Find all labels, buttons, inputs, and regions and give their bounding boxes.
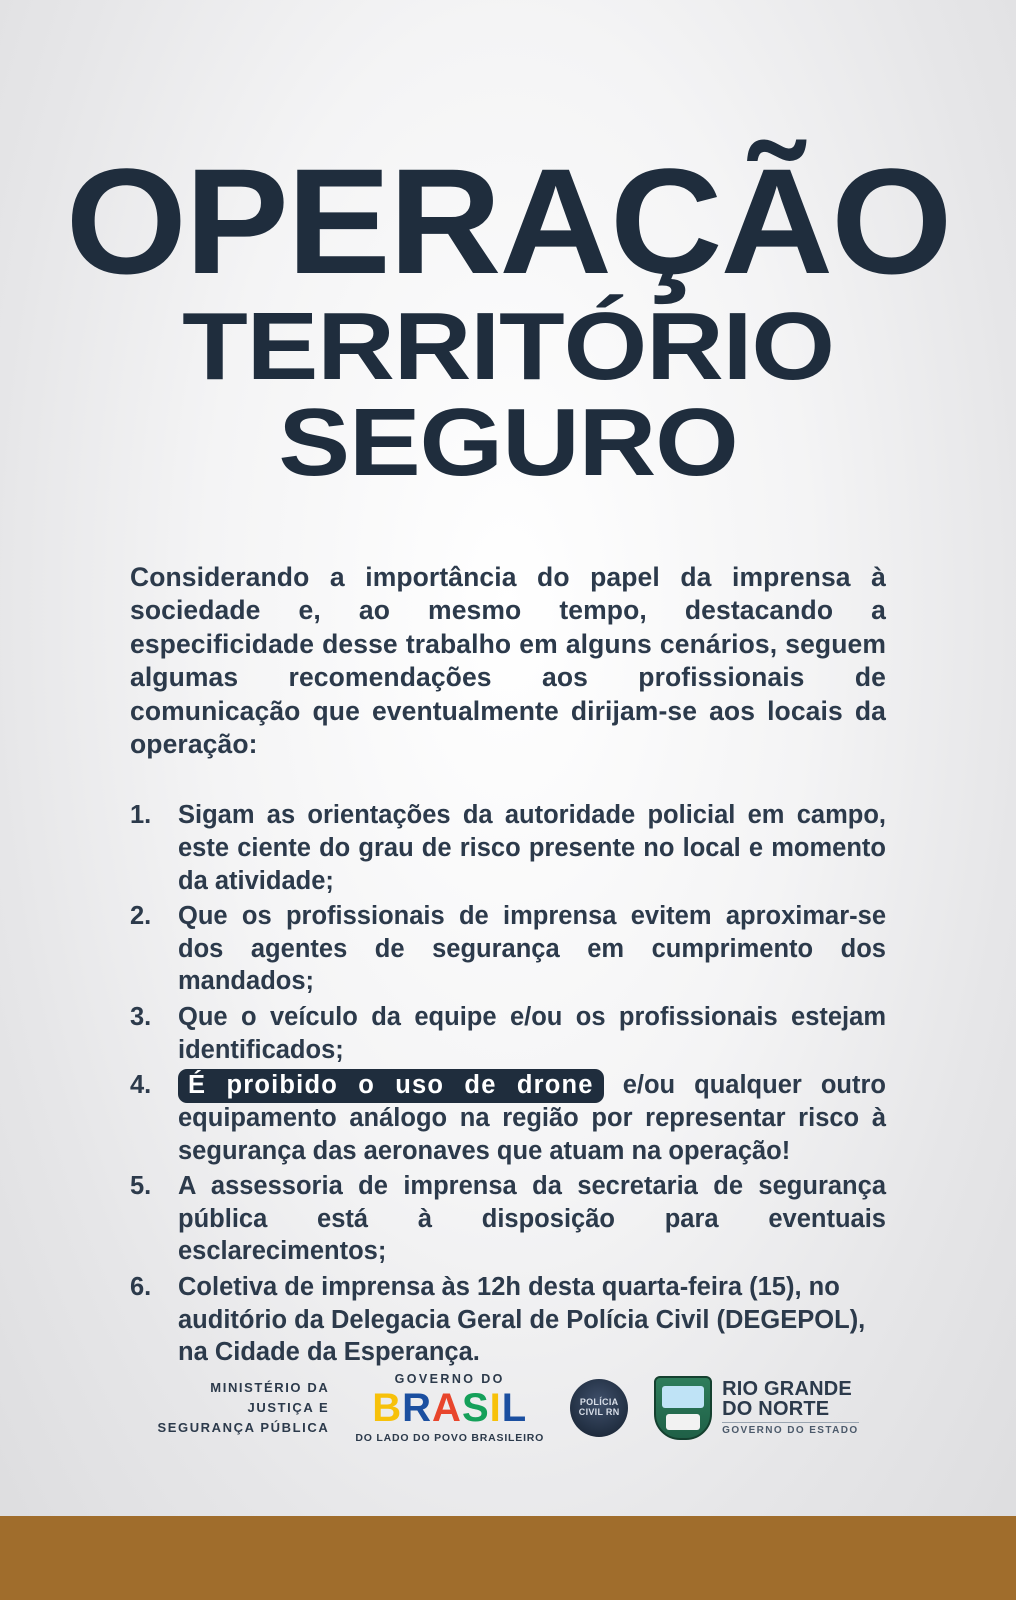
policia-civil-crest-icon: POLÍCIA CIVIL RN bbox=[570, 1379, 628, 1437]
list-item-number: 3. bbox=[130, 1003, 152, 1031]
list-item bbox=[130, 1170, 886, 1268]
ministry-line-2: JUSTIÇA E bbox=[247, 1399, 330, 1415]
list-item-text: e/ou qualquer outro equipamento análogo na região por representar risco à segurança das aeronaves que atuam na operação! bbox=[178, 1071, 886, 1165]
content bbox=[0, 491, 1016, 1372]
logo-row bbox=[0, 1372, 1016, 1444]
brasil-slogan: DO LADO DO POVO BRASILEIRO bbox=[355, 1431, 545, 1444]
list-item-number: 4. bbox=[130, 1071, 152, 1100]
rn-name-line-2: DO NORTE bbox=[722, 1398, 830, 1421]
rn-coat-of-arms-icon bbox=[654, 1376, 712, 1440]
list-item-number: 5. bbox=[130, 1172, 152, 1201]
ministry-line-3: SEGURANÇA PÚBLICA bbox=[157, 1419, 330, 1435]
list-item-number: 2. bbox=[130, 902, 152, 931]
recommendation-list bbox=[130, 799, 886, 1369]
rn-text-block bbox=[722, 1379, 858, 1436]
list-item-text: A assessoria de imprensa da secretaria de segurança pública está à disposição para eventuais esclarecimentos; bbox=[178, 1172, 886, 1266]
list-item bbox=[130, 900, 886, 998]
ministry-of-justice-logo bbox=[157, 1378, 329, 1438]
rio-grande-do-norte-logo bbox=[654, 1376, 858, 1440]
page-subtitle: TERRITÓRIO SEGURO bbox=[182, 292, 834, 496]
drone-prohibition-badge: É proibido o uso de drone bbox=[178, 1069, 604, 1103]
list-item-text: Que os profissionais de imprensa evitem aproximar-se dos agentes de segurança em cumprimento dos mandados; bbox=[178, 902, 886, 996]
list-item-text: Que o veículo da equipe e/ou os profissionais estejam identificados; bbox=[178, 1003, 886, 1064]
list-item-text: Sigam as orientações da autoridade policial em campo, este ciente do grau de risco presente no local e momento da atividade; bbox=[178, 801, 886, 895]
governo-do-brasil-logo bbox=[355, 1372, 544, 1444]
list-item-highlighted bbox=[130, 1069, 886, 1167]
list-item bbox=[130, 1271, 886, 1369]
list-item bbox=[130, 1001, 886, 1066]
title-block bbox=[0, 0, 1016, 496]
rn-subtitle: GOVERNO DO ESTADO bbox=[722, 1422, 858, 1436]
ministry-line-1: MINISTÉRIO DA bbox=[210, 1379, 330, 1395]
list-item-number: 6. bbox=[130, 1273, 152, 1301]
intro-paragraph: Considerando a importância do papel da imprensa à sociedade e, ao mesmo tempo, destacando a especificidade desse trabalho em alguns cenários, seguem algumas recomendações aos profissionais de comunicação que eventualmente dirijam-se aos locais da operação: bbox=[130, 562, 886, 759]
governo-label: GOVERNO DO bbox=[394, 1371, 505, 1386]
list-item-text: Coletiva de imprensa às 12h desta quarta-feira (15), no auditório da Delegacia Geral de Polícia Civil (DEGEPOL), na Cidade da Esperança. bbox=[178, 1273, 866, 1367]
list-item bbox=[130, 799, 886, 897]
list-item-number: 1. bbox=[130, 801, 152, 830]
rn-name-line-1: RIO GRANDE bbox=[722, 1378, 852, 1401]
page-title: OPERAÇÃO bbox=[65, 137, 951, 305]
brasil-wordmark: B R A S I L bbox=[372, 1385, 528, 1430]
